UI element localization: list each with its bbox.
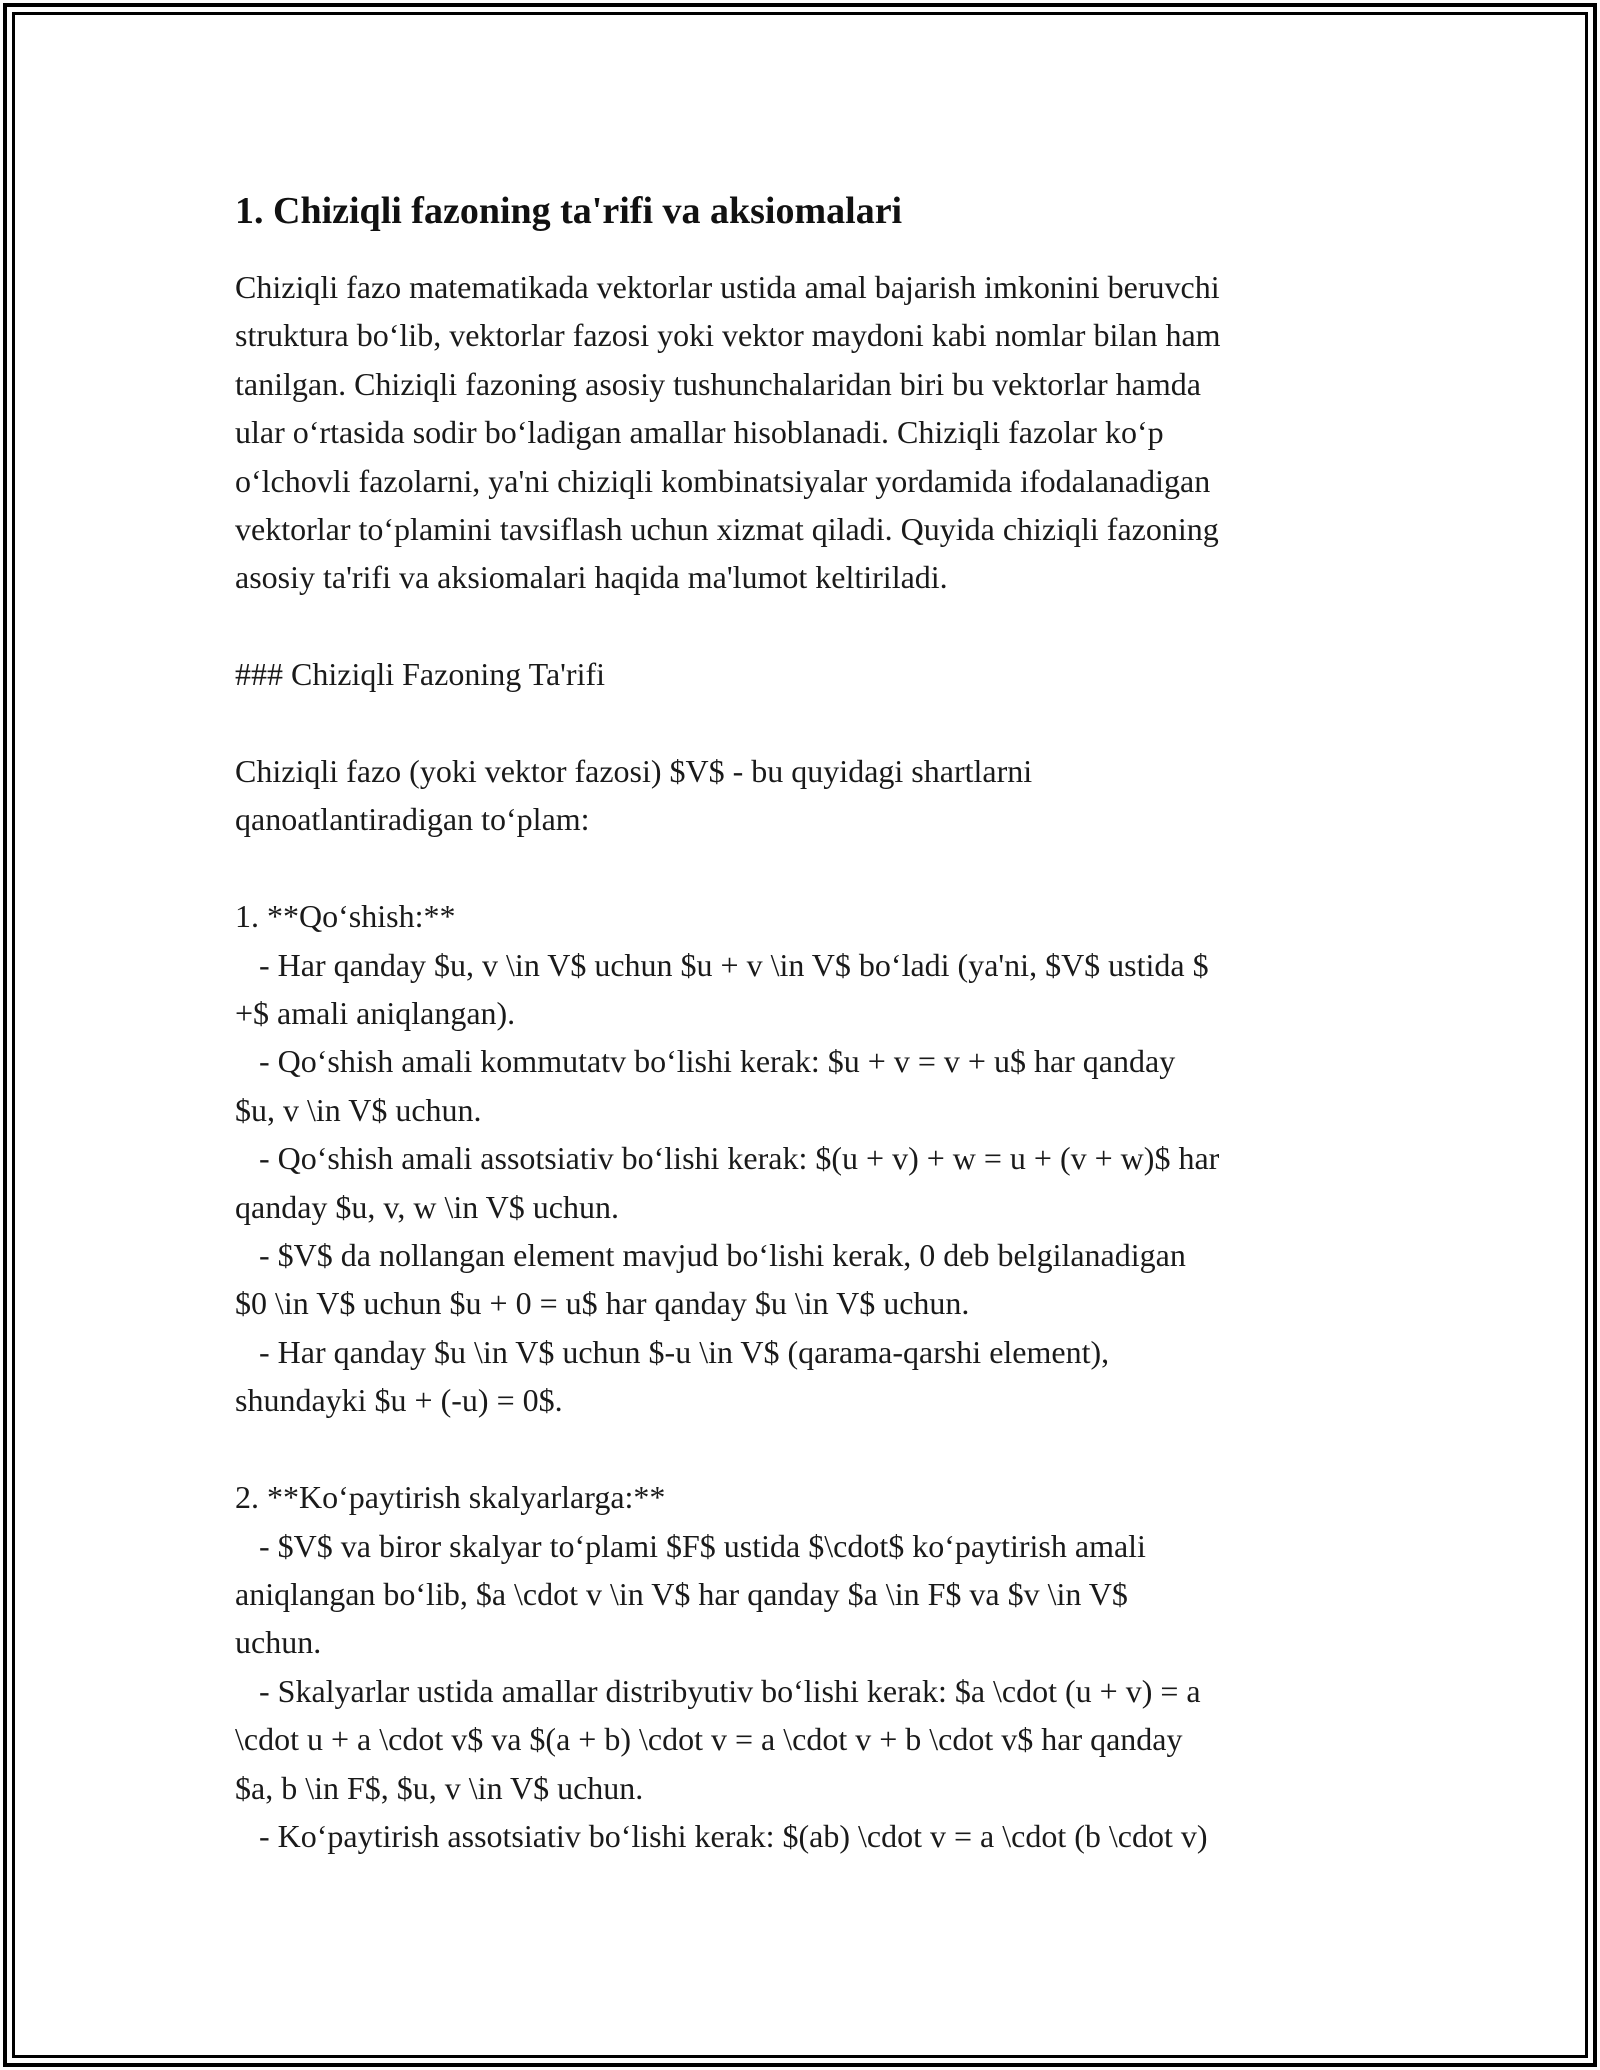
list-item: - Ko‘paytirish assotsiativ bo‘lishi kerak: $(ab) \cdot v = a \cdot (b \cdot v) — [235, 1817, 1208, 1854]
text-line: tanilgan. Chiziqli fazoning asosiy tushunchalaridan biri bu vektorlar hamda — [235, 365, 1201, 402]
list-item: - Skalyarlar ustida amallar distribyutiv bo‘lishi kerak: $a \cdot (u + v) = a — [235, 1672, 1201, 1709]
list-item: - Qo‘shish amali assotsiativ bo‘lishi kerak: $(u + v) + w = u + (v + w)$ har — [235, 1140, 1220, 1177]
section-heading: 1. Chiziqli fazoning ta'rifi va aksiomalari — [235, 190, 903, 232]
list-item: aniqlangan bo‘lib, $a \cdot v \in V$ har qanday $a \in F$ va $v \in V$ — [235, 1575, 1128, 1612]
document-body — [235, 186, 1370, 1860]
list-item: $0 \in V$ uchun $u + 0 = u$ har qanday $u \in V$ uchun. — [235, 1285, 970, 1322]
subheading — [235, 650, 1370, 698]
text-line: ular o‘rtasida sodir bo‘ladigan amallar hisoblanadi. Chiziqli fazolar ko‘p — [235, 414, 1164, 451]
addition-axioms-list — [235, 892, 1370, 1424]
text-line: vektorlar to‘plamini tavsiflash uchun xizmat qiladi. Quyida chiziqli fazoning — [235, 511, 1219, 548]
list-item: - Har qanday $u \in V$ uchun $-u \in V$ (qarama-qarshi element), — [235, 1333, 1110, 1370]
definition-paragraph — [235, 747, 1370, 844]
text-line: Chiziqli fazo (yoki vektor fazosi) $V$ - bu quyidagi shartlarni — [235, 753, 1033, 790]
list-item: shundayki $u + (-u) = 0$. — [235, 1382, 563, 1419]
list-item: +$ amali aniqlangan). — [235, 995, 516, 1032]
list-item: - Qo‘shish amali kommutatv bo‘lishi kerak: $u + v = v + u$ har qanday — [235, 1043, 1176, 1080]
list-item: $a, b \in F$, $u, v \in V$ uchun. — [235, 1769, 644, 1806]
text-line: asosiy ta'rifi va aksiomalari haqida ma'lumot keltiriladi. — [235, 559, 948, 596]
text-line: o‘lchovli fazolarni, ya'ni chiziqli kombinatsiyalar yordamida ifodalanadigan — [235, 462, 1211, 499]
list-item: - $V$ da nollangan element mavjud bo‘lishi kerak, 0 deb belgilanadigan — [235, 1237, 1186, 1274]
list-item: $u, v \in V$ uchun. — [235, 1091, 482, 1128]
text-line: struktura bo‘lib, vektorlar fazosi yoki vektor maydoni kabi nomlar bilan ham — [235, 317, 1221, 354]
scalar-multiplication-axioms-list — [235, 1473, 1370, 1860]
list-item: - Har qanday $u, v \in V$ uchun $u + v \in V$ bo‘ladi (ya'ni, $V$ ustida $ — [235, 946, 1209, 983]
list-item: - $V$ va biror skalyar to‘plami $F$ ustida $\cdot$ ko‘paytirish amali — [235, 1527, 1146, 1564]
list-item: \cdot u + a \cdot v$ va $(a + b) \cdot v = a \cdot v + b \cdot v$ har qanday — [235, 1721, 1183, 1758]
list-item: uchun. — [235, 1624, 322, 1661]
text-line: Chiziqli fazo matematikada vektorlar ustida amal bajarish imkonini beruvchi — [235, 269, 1220, 305]
text-line: qanoatlantiradigan to‘plam: — [235, 801, 590, 838]
intro-paragraph — [235, 263, 1370, 602]
list-item: 2. **Ko‘paytirish skalyarlarga:** — [235, 1479, 666, 1516]
list-item: 1. **Qo‘shish:** — [235, 898, 456, 935]
subheading-text: ### Chiziqli Fazoning Ta'rifi — [235, 656, 605, 693]
list-item: qanday $u, v, w \in V$ uchun. — [235, 1188, 619, 1225]
